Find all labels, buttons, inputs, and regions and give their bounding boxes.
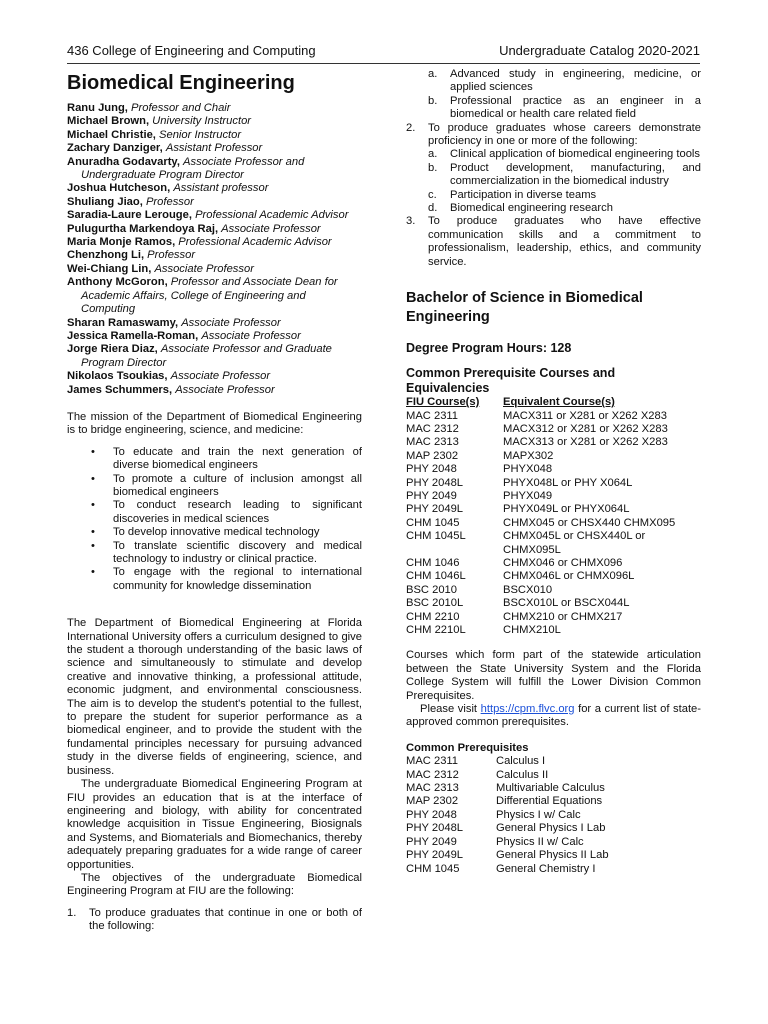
faculty-entry <box>67 129 362 142</box>
equiv-course-cell: PHYX048L or PHY X064L <box>503 476 633 489</box>
equiv-course-cell: MACX312 or X281 or X262 X283 <box>503 422 668 435</box>
faculty-role: University Instructor <box>152 115 252 128</box>
bullet-icon: • <box>91 472 95 485</box>
faculty-entry <box>67 102 362 115</box>
equiv-fiu-cell: MAP 2302 <box>406 449 459 462</box>
common-code-cell: PHY 2048L <box>406 822 464 835</box>
bullet-text: To promote a culture of inclusion amongst all biomedical engineers <box>113 472 362 498</box>
subitem-text: Advanced study in engineering, medicine, or applied sciences <box>450 68 701 94</box>
prereq-heading: Common Prerequisite Courses and Equivalencies <box>406 366 616 396</box>
mission-text: The mission of the Department of Biomedical Engineering is to bridge engineering, science, and medicine: <box>67 410 362 437</box>
faculty-role: Associate Professor <box>170 370 271 383</box>
equiv-fiu-cell: CHM 2210L <box>406 624 466 636</box>
mission-bullet <box>91 540 362 567</box>
program-paragraph: The undergraduate Biomedical Engineering Program at FIU provides an education that is at the interface of engineering and biology, with ability for concentrated knowledge acquisition in Tissue Engineering, Biosignals and Systems, and Biomaterials and Biomechanics, thereby adequately preparing graduates for a wide range of career opportunities. <box>67 778 362 871</box>
objective-sublist <box>428 148 701 215</box>
faculty-name: Anuradha Godavarty, <box>67 155 180 168</box>
equiv-fiu-cell: PHY 2049L <box>406 503 464 516</box>
faculty-role: Senior Instructor <box>159 128 242 141</box>
faculty-entry <box>67 156 362 183</box>
subitem-text: Professional practice as an engineer in a biomedical or health care related field <box>450 94 701 121</box>
common-code-cell: PHY 2048 <box>406 808 457 821</box>
faculty-role: Professor and Associate Dean for Academic Affairs, College of Engineering and Computing <box>81 276 338 316</box>
visit-post: for a current list of state-approved common prerequisites. <box>406 703 702 729</box>
common-title-cell: Calculus I <box>496 755 546 768</box>
faculty-name: James Schummers, <box>67 383 173 396</box>
faculty-entry <box>67 370 362 383</box>
objective-number: 1. <box>67 906 77 919</box>
faculty-name: Maria Monje Ramos, <box>67 236 176 249</box>
equiv-fiu-cell: CHM 1046 <box>406 556 460 569</box>
equiv-course-cell: PHYX049 <box>503 489 553 502</box>
equiv-course-cell: MACX313 or X281 or X262 X283 <box>503 436 668 449</box>
equiv-fiu-cell: BSC 2010L <box>406 597 464 610</box>
faculty-role: Assistant Professor <box>165 142 263 155</box>
bullet-icon: • <box>91 499 95 512</box>
header-right: Undergraduate Catalog 2020-2021 <box>499 43 700 58</box>
equiv-fiu-cell: CHM 2210 <box>406 610 460 623</box>
faculty-name: Michael Christie, <box>67 128 156 141</box>
page-header <box>67 44 700 64</box>
cpm-link[interactable]: https://cpm.flvc.org <box>480 703 575 716</box>
common-title-cell: Multivariable Calculus <box>496 782 605 795</box>
equiv-course-cell: MACX311 or X281 or X262 X283 <box>503 409 667 422</box>
equiv-fiu-cell: BSC 2010 <box>406 583 457 596</box>
objective-text: To produce graduates whose careers demonstrate proficiency in one or more of the following: <box>428 121 701 148</box>
common-prereq-table <box>406 755 701 876</box>
faculty-role: Assistant professor <box>173 182 269 195</box>
objective-number: 2. <box>406 121 416 134</box>
common-title-cell: General Chemistry I <box>496 862 596 875</box>
subitem-letter: d. <box>428 202 438 215</box>
equiv-course-cell: CHMX046L or CHMX096L <box>503 570 635 583</box>
objective-subitem <box>428 148 701 161</box>
faculty-role: Associate Professor <box>154 262 254 275</box>
objective-item <box>406 215 701 269</box>
faculty-role: Associate Professor and Undergraduate Program Director <box>81 155 305 182</box>
common-code-cell: CHM 1045 <box>406 862 460 875</box>
equiv-course-cell: PHYX049L or PHYX064L <box>503 503 630 516</box>
equiv-course-cell: BSCX010L or BSCX044L <box>503 597 630 610</box>
faculty-name: Pulugurtha Markendoya Raj, <box>67 222 219 235</box>
faculty-name: Zachary Danziger, <box>67 142 163 155</box>
subitem-text: Product development, manufacturing, and commercialization in the biomedical industry <box>450 161 701 188</box>
bullet-icon: • <box>91 539 95 552</box>
visit-pre: Please visit <box>420 703 478 716</box>
common-title-cell: Physics II w/ Calc <box>496 835 584 848</box>
faculty-name: Michael Brown, <box>67 115 150 128</box>
faculty-entry <box>67 263 362 276</box>
subitem-letter: b. <box>428 94 438 107</box>
faculty-name: Nikolaos Tsoukias, <box>67 370 168 383</box>
equiv-course-cell: CHMX046 or CHMX096 <box>503 556 623 569</box>
subitem-letter: c. <box>428 188 437 201</box>
equiv-course-cell: CHMX045L or CHSX440L or CHMX095L <box>503 530 646 556</box>
objective-item <box>406 68 701 122</box>
faculty-role: Professor and Chair <box>131 102 231 114</box>
equiv-fiu-cell: PHY 2049 <box>406 489 457 502</box>
equiv-header-fiu: FIU Course(s) <box>406 396 480 409</box>
faculty-entry <box>67 223 362 236</box>
subitem-text: Clinical application of biomedical engineering tools <box>450 148 701 161</box>
mission-bullet <box>91 526 362 539</box>
faculty-role: Associate Professor <box>175 383 275 396</box>
objective-subitem <box>428 95 701 122</box>
faculty-entry <box>67 182 362 195</box>
bullet-text: To engage with the regional to international community for knowledge dissemination <box>113 566 362 592</box>
objectives-list-right <box>406 68 701 269</box>
faculty-entry <box>67 317 362 330</box>
articulation-text: Courses which form part of the statewide articulation between the State University System and the Florida College System will fulfill the Lower Division Common Prerequisites. <box>406 649 701 702</box>
faculty-name: Anthony McGoron, <box>67 276 168 289</box>
common-code-cell: MAC 2312 <box>406 768 459 781</box>
header-left: 436 College of Engineering and Computing <box>67 43 316 58</box>
equiv-course-cell: CHMX045 or CHSX440 CHMX095 <box>503 516 676 529</box>
faculty-name: Sharan Ramaswamy, <box>67 316 179 329</box>
faculty-entry <box>67 249 362 262</box>
faculty-entry <box>67 276 362 316</box>
left-column <box>67 68 362 934</box>
equiv-fiu-cell: CHM 1045L <box>406 530 466 543</box>
objective-sublist <box>428 68 701 122</box>
mission-bullet <box>91 566 362 593</box>
equiv-fiu-cell: CHM 1045 <box>406 516 460 529</box>
faculty-entry <box>67 330 362 343</box>
objective-subitem <box>428 202 701 215</box>
faculty-role: Associate Professor <box>201 329 301 342</box>
subitem-letter: a. <box>428 148 438 161</box>
equiv-course-cell: CHMX210L <box>503 624 561 636</box>
common-title-cell: General Physics II Lab <box>496 849 609 862</box>
faculty-list <box>67 102 362 397</box>
faculty-role: Professional Academic Advisor <box>195 209 349 222</box>
objective-subitem <box>428 189 701 202</box>
visit-text <box>406 703 701 730</box>
bullet-text: To conduct research leading to significant discoveries in medical sciences <box>113 499 362 525</box>
faculty-entry <box>67 236 362 249</box>
bullet-text: To educate and train the next generation of diverse biomedical engineers <box>113 445 362 472</box>
mission-bullet <box>91 446 362 473</box>
objective-text: To produce graduates that continue in one or both of the following: <box>89 906 362 933</box>
faculty-name: Joshua Hutcheson, <box>67 182 171 195</box>
common-title-cell: Physics I w/ Calc <box>496 808 581 821</box>
bullet-icon: • <box>91 526 95 539</box>
bullet-text: To develop innovative medical technology <box>113 526 320 539</box>
faculty-entry <box>67 115 362 128</box>
equiv-course-cell: BSCX010 <box>503 583 553 596</box>
right-column <box>406 68 701 876</box>
faculty-role: Professional Academic Advisor <box>178 236 332 249</box>
faculty-name: Jessica Ramella-Roman, <box>67 329 199 342</box>
mission-bullet <box>91 473 362 500</box>
page-title: Biomedical Engineering <box>67 72 295 94</box>
equiv-fiu-cell: MAC 2311 <box>406 409 459 422</box>
equiv-fiu-cell: MAC 2313 <box>406 436 459 449</box>
intro-paragraph: The Department of Biomedical Engineering at Florida International University offers a curriculum designed to give the student a thorough understanding of the basic laws of science and simultaneously to stimulate and develop creative and innovative thinking, a professional attitude, economic judgment, and environmental consciousness. The aim is to develop the student's potential to the fullest, to prepare the student for superior performance as a biomedical engineer, and to provide the student with the fundamental principles necessary for pursuing advanced study in the diverse fields of engineering, science, and business. <box>67 617 362 777</box>
equiv-fiu-cell: PHY 2048 <box>406 463 457 476</box>
degree-hours: Degree Program Hours: 128 <box>406 341 572 356</box>
faculty-entry <box>67 209 362 222</box>
bullet-text: To translate scientific discovery and medical technology to industry or clinical practice. <box>113 539 362 565</box>
subitem-letter: a. <box>428 68 438 80</box>
common-title-cell: Calculus II <box>496 768 549 781</box>
faculty-entry <box>67 384 362 397</box>
equiv-fiu-cell: PHY 2048L <box>406 476 464 489</box>
faculty-entry <box>67 196 362 209</box>
subitem-text: Participation in diverse teams <box>450 188 597 201</box>
subitem-letter: b. <box>428 161 438 174</box>
faculty-name: Wei-Chiang Lin, <box>67 262 152 275</box>
equiv-fiu-cell: CHM 1046L <box>406 570 466 583</box>
objective-item <box>67 907 362 934</box>
equiv-table <box>406 410 701 638</box>
equiv-course-cell: PHYX048 <box>503 463 553 476</box>
faculty-entry <box>67 142 362 155</box>
common-code-cell: PHY 2049L <box>406 849 464 862</box>
equiv-course-cell: CHMX210 or CHMX217 <box>503 610 623 623</box>
common-prereq-heading: Common Prerequisites <box>406 741 529 754</box>
bullet-icon: • <box>91 566 95 579</box>
mission-bullets <box>67 446 362 593</box>
objective-text: To produce graduates who have effective communication skills and a commitment to professionalism, leadership, ethics, and community service. <box>428 215 701 268</box>
objective-number: 3. <box>406 215 416 228</box>
bs-heading: Bachelor of Science in Biomedical Engineering <box>406 290 643 326</box>
faculty-name: Saradia-Laure Lerouge, <box>67 209 192 222</box>
equiv-table-header <box>406 396 701 409</box>
common-code-cell: MAC 2311 <box>406 755 459 768</box>
common-code-cell: MAP 2302 <box>406 795 459 808</box>
common-title-cell: Differential Equations <box>496 795 603 808</box>
faculty-role: Associate Professor <box>181 316 281 329</box>
faculty-name: Ranu Jung, <box>67 102 128 114</box>
equiv-course-cell: MAPX302 <box>503 449 554 462</box>
faculty-role: Professor <box>145 195 194 208</box>
equiv-header-equiv: Equivalent Course(s) <box>503 396 615 409</box>
faculty-entry <box>67 343 362 370</box>
faculty-name: Shuliang Jiao, <box>67 195 143 208</box>
common-code-cell: MAC 2313 <box>406 782 459 795</box>
faculty-name: Jorge Riera Diaz, <box>67 343 158 356</box>
faculty-role: Professor <box>147 249 196 262</box>
subitem-text: Biomedical engineering research <box>450 202 613 215</box>
objectives-list-left <box>67 907 362 934</box>
equiv-fiu-cell: MAC 2312 <box>406 422 459 435</box>
objectives-intro: The objectives of the undergraduate Biomedical Engineering Program at FIU are the following: <box>67 871 362 898</box>
common-code-cell: PHY 2049 <box>406 835 457 848</box>
objective-subitem <box>428 162 701 189</box>
faculty-name: Chenzhong Li, <box>67 249 145 262</box>
objective-item <box>406 122 701 216</box>
objective-subitem <box>428 68 701 95</box>
mission-bullet <box>91 499 362 526</box>
bullet-icon: • <box>91 445 95 458</box>
common-title-cell: General Physics I Lab <box>496 822 606 835</box>
faculty-role: Associate Professor and Graduate Program Director <box>81 343 332 369</box>
faculty-role: Associate Professor <box>221 222 321 235</box>
